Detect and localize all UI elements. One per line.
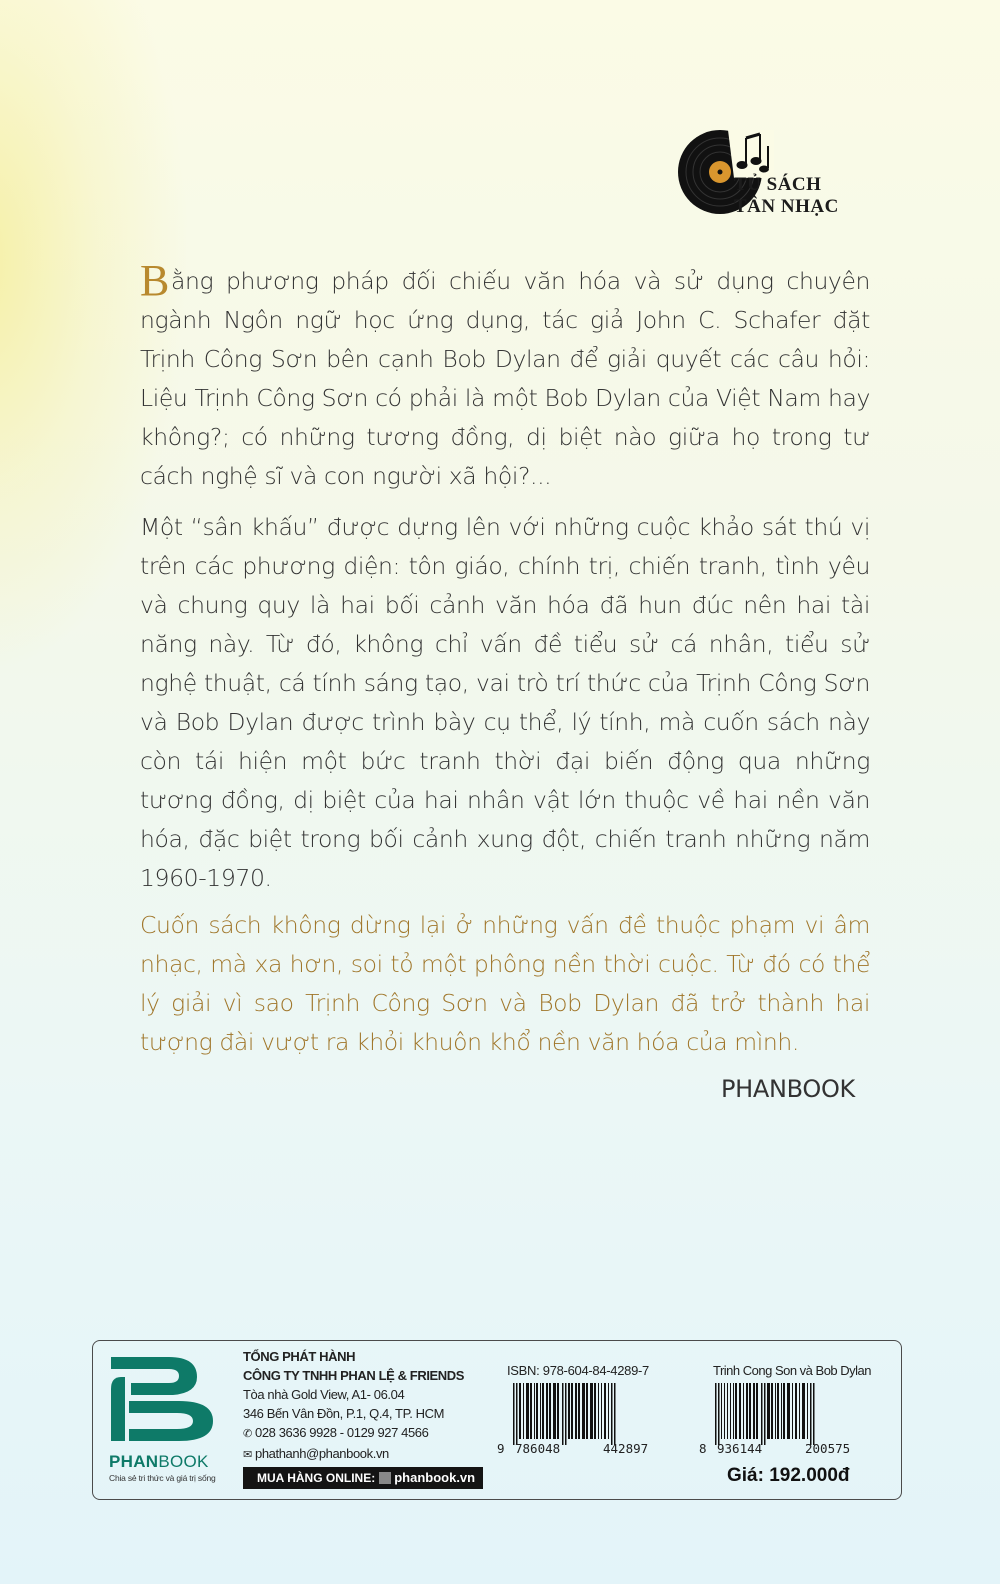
- barcode-bar: [540, 1383, 541, 1439]
- drop-cap: B: [140, 256, 169, 305]
- barcode-bar: [739, 1383, 741, 1439]
- barcode-bar: [730, 1383, 731, 1439]
- publisher-logo: [105, 1349, 235, 1489]
- barcode-bar: [546, 1383, 548, 1439]
- barcode-bar: [549, 1383, 551, 1439]
- barcode-bar: [753, 1383, 755, 1439]
- barcode-bar: [614, 1383, 616, 1445]
- barcode-bar: [582, 1383, 585, 1439]
- barcode-bar: [598, 1383, 599, 1439]
- publisher-info-box: [92, 1340, 902, 1500]
- isbn-digits-left: 786048: [515, 1441, 561, 1456]
- barcode-bar: [743, 1383, 744, 1439]
- barcode-bar: [715, 1383, 717, 1445]
- phone-icon: ✆: [243, 1428, 252, 1440]
- barcode-bar: [575, 1383, 577, 1439]
- barcode-bar: [810, 1383, 812, 1445]
- product-digits-left: 936144: [717, 1441, 763, 1456]
- barcode-bar: [519, 1383, 521, 1439]
- barcode-bar: [733, 1383, 734, 1439]
- barcode-bar: [516, 1383, 518, 1445]
- series-title: [734, 174, 839, 218]
- barcode-bar: [542, 1383, 544, 1439]
- email-icon: ✉: [243, 1449, 252, 1461]
- barcode-bar: [608, 1383, 609, 1439]
- barcode-bar: [749, 1383, 751, 1439]
- barcode-bar: [513, 1383, 515, 1445]
- series-title-line1: TỦ SÁCH: [734, 174, 822, 195]
- barcode-bar: [799, 1383, 800, 1439]
- barcode-bar: [578, 1383, 580, 1439]
- series-logo: [676, 128, 876, 228]
- barcode-bar: [767, 1383, 770, 1439]
- distributor-email: phathanh@phanbook.vn: [255, 1446, 389, 1461]
- barcode-bar: [601, 1383, 602, 1439]
- price-label: Giá: 192.000đ: [727, 1465, 850, 1486]
- product-digit-first: 8: [699, 1441, 707, 1456]
- distributor-company: CÔNG TY TNHH PHAN LỆ & FRIENDS: [243, 1368, 465, 1383]
- barcode-bar: [775, 1383, 776, 1439]
- buy-online-site: phanbook.vn: [394, 1470, 476, 1485]
- barcode-bar: [530, 1383, 532, 1439]
- barcode-bar: [718, 1383, 720, 1445]
- barcode-bar: [594, 1383, 596, 1439]
- barcode-bar: [568, 1383, 570, 1439]
- distributor-heading: TỔNG PHÁT HÀNH: [243, 1349, 356, 1364]
- barcode-bar: [553, 1383, 556, 1439]
- barcode-bar: [764, 1383, 766, 1445]
- barcode-bar: [565, 1383, 567, 1445]
- body-paragraph: Một “sân khấu” được dựng lên với những cuộc khảo sát thú vị trên các phương diện: tôn giáo, chính trị, chiến tranh, tình yêu và chung quy là hai bối cảnh văn hóa đã hun đúc nên hai tài năng này. Từ đó, không chỉ vấn đề tiểu sử cá nhân, tiểu sử nghệ thuật, cá tính sáng tạo, vai trò trí thức của Trịnh Công Sơn và Bob Dylan được trình bày cụ thể, lý tính, mà cuốn sách này còn tái hiện một bức tranh thời đại biến động qua những tương đồng, dị biệt của hai nhân vật lớn thuộc về hai nền văn hóa, đặc biệt trong bối cảnh xung đột, chiến tranh những năm 1960-1970.: [140, 513, 870, 892]
- isbn-label: ISBN: 978-604-84-4289-7: [507, 1363, 649, 1378]
- highlight-paragraph: Cuốn sách không dừng lại ở những vấn đề thuộc phạm vi âm nhạc, mà xa hơn, soi tỏ một phông nền thời cuộc. Từ đó có thể lý giải vì sao Trịnh Công Sơn và Bob Dylan đã trở thành hai tượng đài vượt ra khỏi khuôn khổ nền văn hóa của mình.: [140, 911, 870, 1056]
- barcode-bar: [536, 1383, 538, 1439]
- barcode-bar: [724, 1383, 725, 1439]
- publisher-slogan: Chia sẻ tri thức và giá trị sống: [109, 1473, 216, 1483]
- distributor-address: 346 Bến Vân Đồn, P.1, Q.4, TP. HCM: [243, 1406, 445, 1421]
- barcode-bar: [756, 1383, 758, 1439]
- intro-paragraph-text: ằng phương pháp đối chiếu văn hóa và sử dụng chuyên ngành Ngôn ngữ học ứng dụng, tác giả John C. Schafer đặt Trịnh Công Sơn bên cạnh Bob Dylan để giải quyết các câu hỏi: Liệu Trịnh Công Sơn có phải là một Bob Dylan của Việt Nam hay không?; có những tương đồng, dị biệt nào giữa họ trong tư cách nghệ sĩ và con người xã hội?...: [140, 267, 870, 490]
- product-barcode: [709, 1383, 889, 1447]
- barcode-bar: [807, 1383, 808, 1439]
- barcode-bar: [781, 1383, 782, 1439]
- distributor-info: [243, 1347, 483, 1465]
- barcode-bar: [795, 1383, 797, 1439]
- barcode-bar: [562, 1383, 564, 1445]
- barcode-bar: [771, 1383, 773, 1439]
- barcode-bar: [735, 1383, 737, 1439]
- barcode-bar: [802, 1383, 805, 1439]
- barcode-bar: [611, 1383, 613, 1445]
- intro-paragraph: [140, 256, 870, 496]
- isbn-digit-first: 9: [497, 1441, 505, 1456]
- book-title-label: Trinh Cong Son và Bob Dylan: [713, 1363, 872, 1378]
- buy-online-label: MUA HÀNG ONLINE:: [257, 1471, 376, 1485]
- barcode-bar: [604, 1383, 606, 1439]
- phanbook-logo-icon: [107, 1349, 227, 1449]
- barcode-bar: [783, 1383, 785, 1439]
- buy-online-bar: [243, 1467, 483, 1489]
- barcode-bar: [813, 1383, 815, 1445]
- product-digits-right: 200575: [805, 1441, 851, 1456]
- publisher-name-thin: BOOK: [158, 1452, 209, 1471]
- publisher-name: [109, 1452, 209, 1472]
- barcode-bar: [792, 1383, 793, 1439]
- isbn-digits-right: 442897: [603, 1441, 649, 1456]
- barcode-bar: [727, 1383, 728, 1439]
- barcode-bar: [590, 1383, 593, 1439]
- barcode-bar: [746, 1383, 748, 1439]
- barcode-bar: [523, 1383, 524, 1439]
- barcode-bar: [534, 1383, 535, 1439]
- barcode-bar: [557, 1383, 559, 1439]
- barcode-bar: [761, 1383, 763, 1445]
- barcode-bar: [526, 1383, 529, 1439]
- distributor-building: Tòa nhà Gold View, A1- 06.04: [243, 1387, 405, 1402]
- series-title-line2: TÂN NHẠC: [734, 196, 839, 217]
- barcode-bar: [571, 1383, 573, 1439]
- signature: PHANBOOK: [720, 1075, 855, 1103]
- barcode-bar: [586, 1383, 588, 1439]
- barcode-bar: [777, 1383, 779, 1439]
- barcode-bar: [721, 1383, 722, 1439]
- publisher-name-bold: PHAN: [109, 1452, 159, 1471]
- web-icon: [379, 1472, 391, 1484]
- distributor-phone: 028 3636 9928 - 0129 927 4566: [255, 1425, 429, 1440]
- barcode-bar: [787, 1383, 790, 1439]
- isbn-barcode: [507, 1383, 687, 1447]
